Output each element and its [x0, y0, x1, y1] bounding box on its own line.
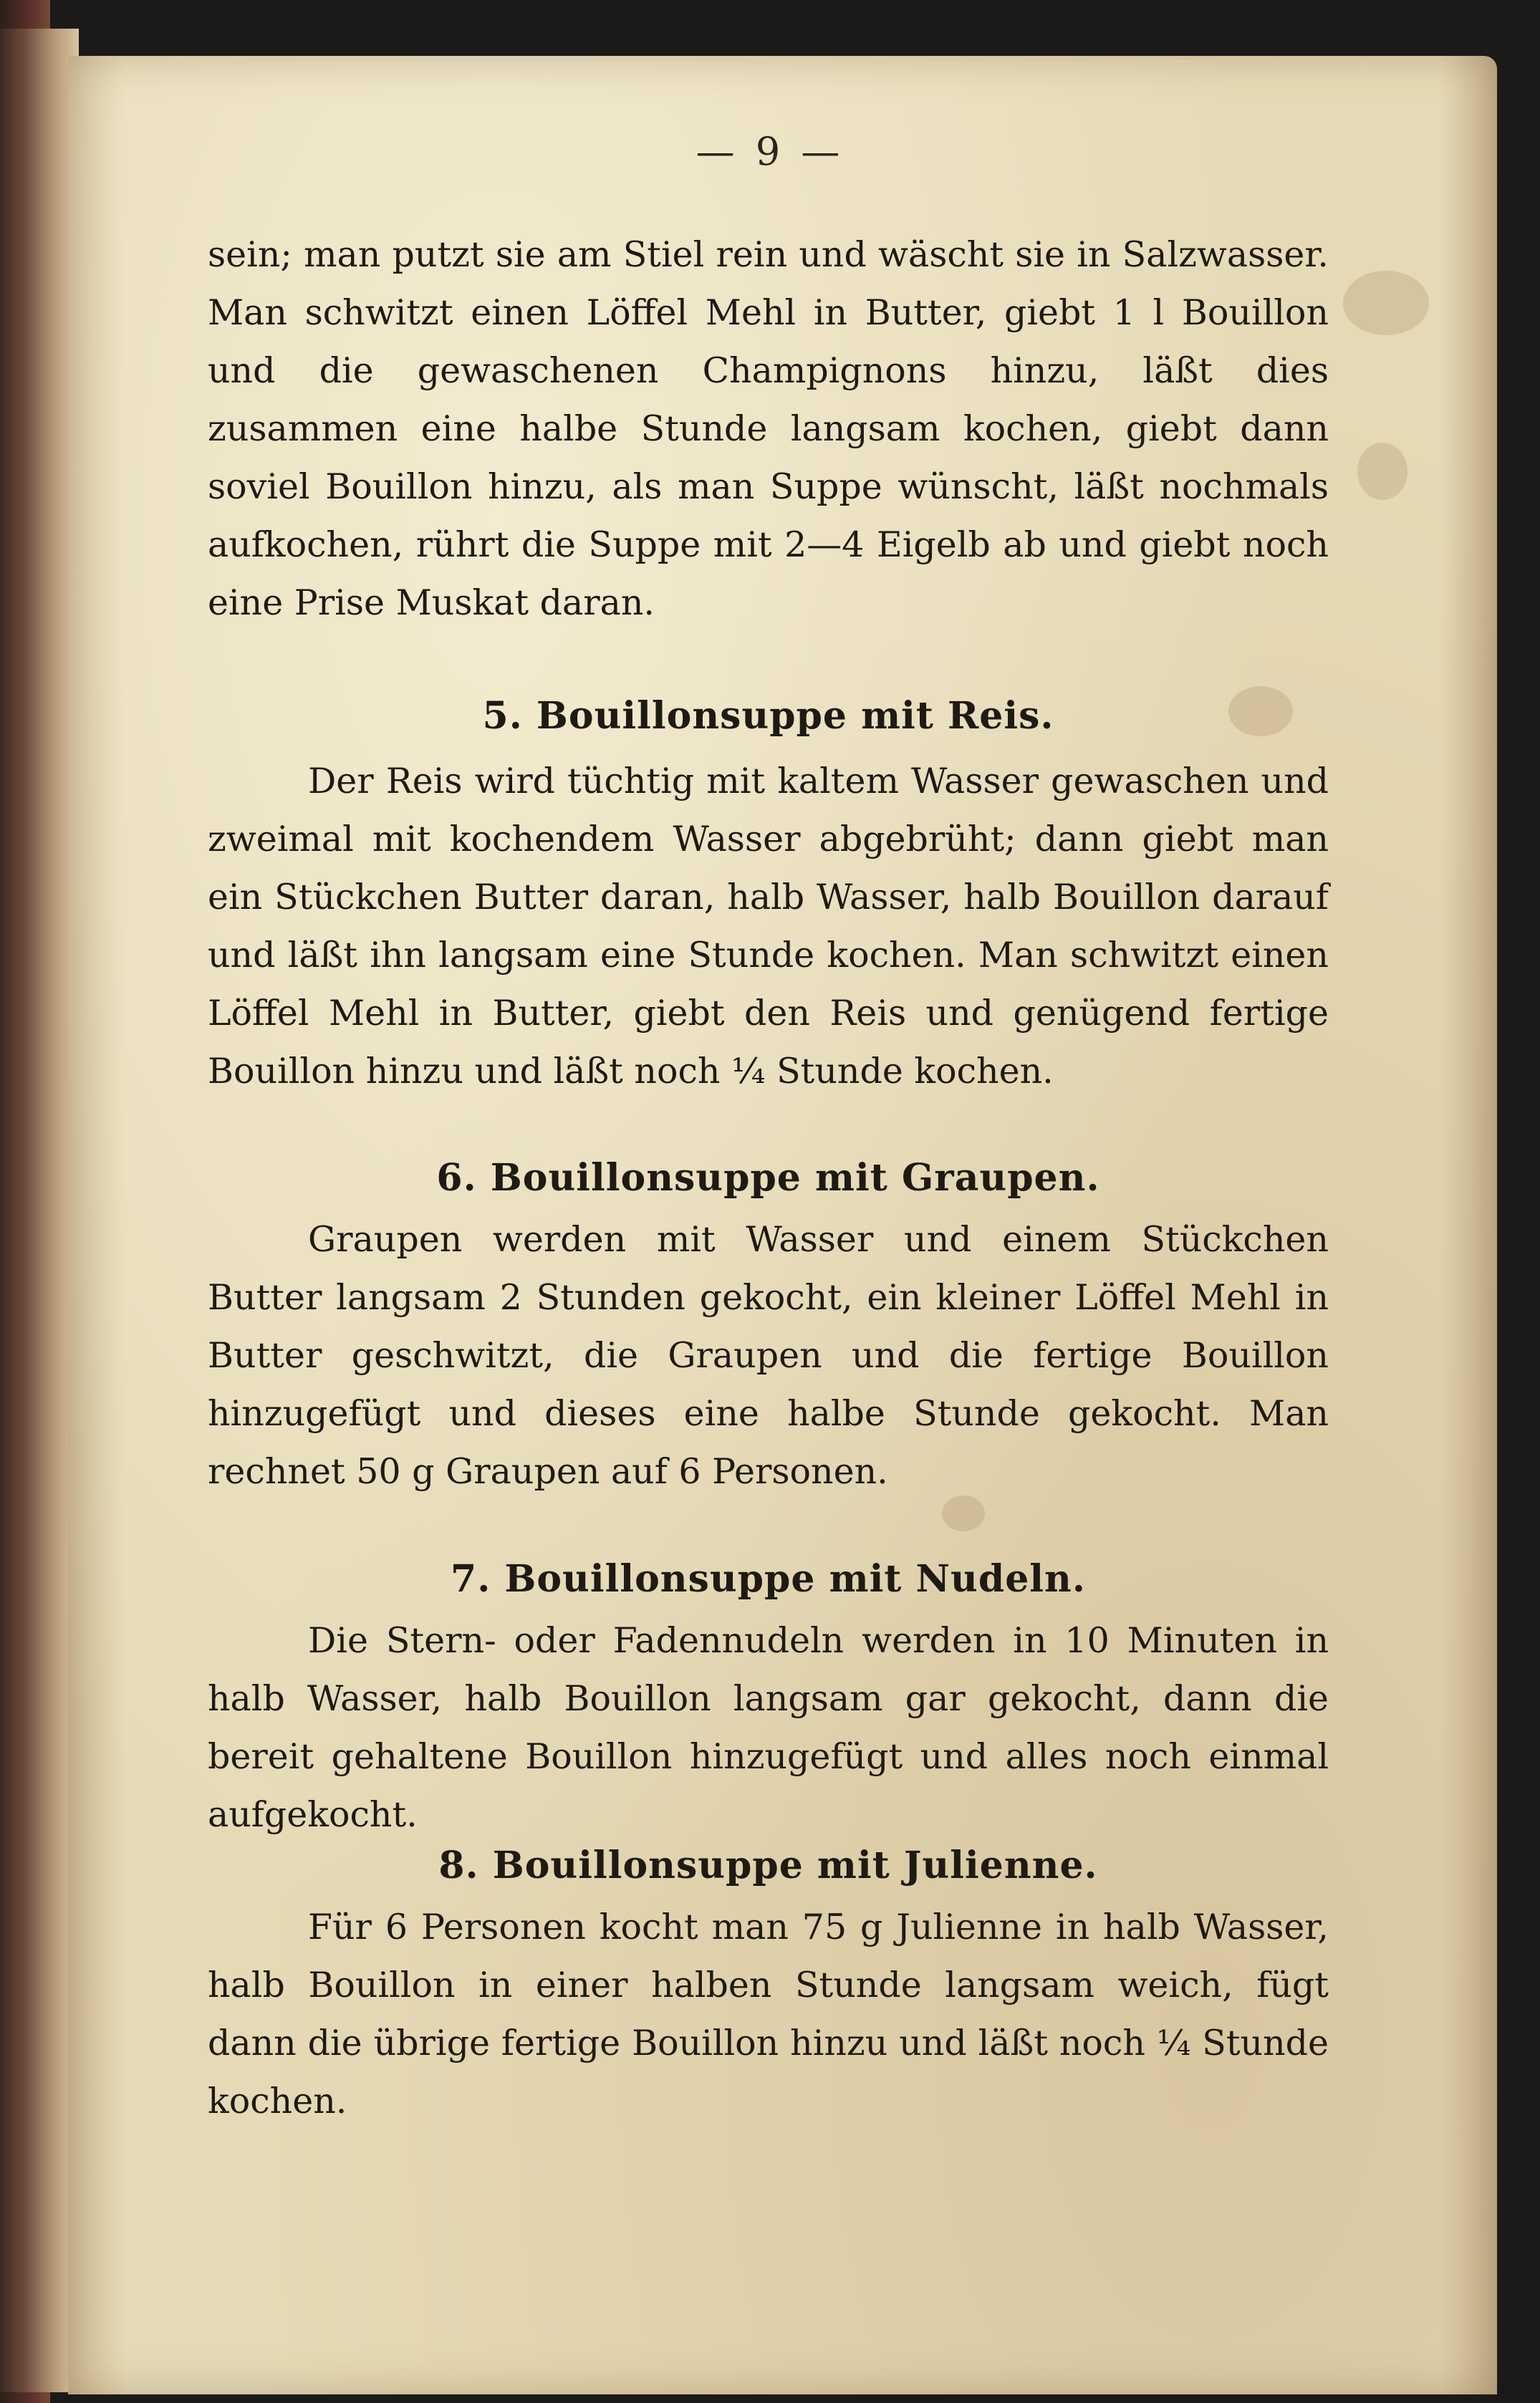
recipe-heading-reis: 5. Bouillonsuppe mit Reis. [482, 694, 1054, 738]
recipe-heading-julienne: 8. Bouillonsuppe mit Julienne. [438, 1844, 1098, 1887]
paper-stain [942, 1496, 985, 1531]
intro-paragraph: sein; man putzt sie am Stiel rein und wäscht sie in Salzwasser. Man schwitzt einen Löffel Mehl in Butter, giebt 1 l Bouillon und die gewaschenen Champignons hinzu, läßt dies zusammen eine halbe Stunde langsam kochen, giebt dann soviel Bouillon hinzu, als man Suppe wünscht, läßt nochmals aufkochen, rührt die Suppe mit 2—4 Eigelb ab und giebt noch eine Prise Muskat daran. [208, 234, 1329, 623]
recipe-heading-graupen: 6. Bouillonsuppe mit Graupen. [436, 1156, 1100, 1200]
recipe-heading-nudeln: 7. Bouillonsuppe mit Nudeln. [451, 1557, 1086, 1601]
recipe-text-julienne: Für 6 Personen kocht man 75 g Julienne in halb Wasser, halb Bouillon in einer halben Stunde langsam weich, fügt dann die übrige fertige Bouillon hinzu und läßt noch ¼ Stunde kochen. [208, 1907, 1329, 2122]
paper-stain [1357, 443, 1407, 500]
paper-stain [1343, 271, 1429, 335]
recipe-text-reis: Der Reis wird tüchtig mit kaltem Wasser gewaschen und zweimal mit kochendem Wasser abgebrüht; dann giebt man ein Stückchen Butter daran, halb Wasser, halb Bouillon darauf und läßt ihn langsam eine Stunde kochen. Man schwitzt einen Löffel Mehl in Butter, giebt den Reis und genügend fertige Bouillon hinzu und läßt noch ¼ Stunde kochen. [208, 761, 1329, 1092]
recipe-text-nudeln: Die Stern- oder Fadennudeln werden in 10 Minuten in halb Wasser, halb Bouillon langsam gar gekocht, dann die bereit gehaltene Bouillon hinzugefügt und alles noch einmal aufgekocht. [208, 1620, 1329, 1835]
previous-page-edge [0, 29, 79, 2392]
page-number: — 9 — [696, 129, 844, 174]
recipe-text-graupen: Graupen werden mit Wasser und einem Stückchen Butter langsam 2 Stunden gekocht, ein kleiner Löffel Mehl in Butter geschwitzt, die Graupen und die fertige Bouillon hinzugefügt und dieses eine halbe Stunde gekocht. Man rechnet 50 g Graupen auf 6 Personen. [208, 1219, 1329, 1492]
